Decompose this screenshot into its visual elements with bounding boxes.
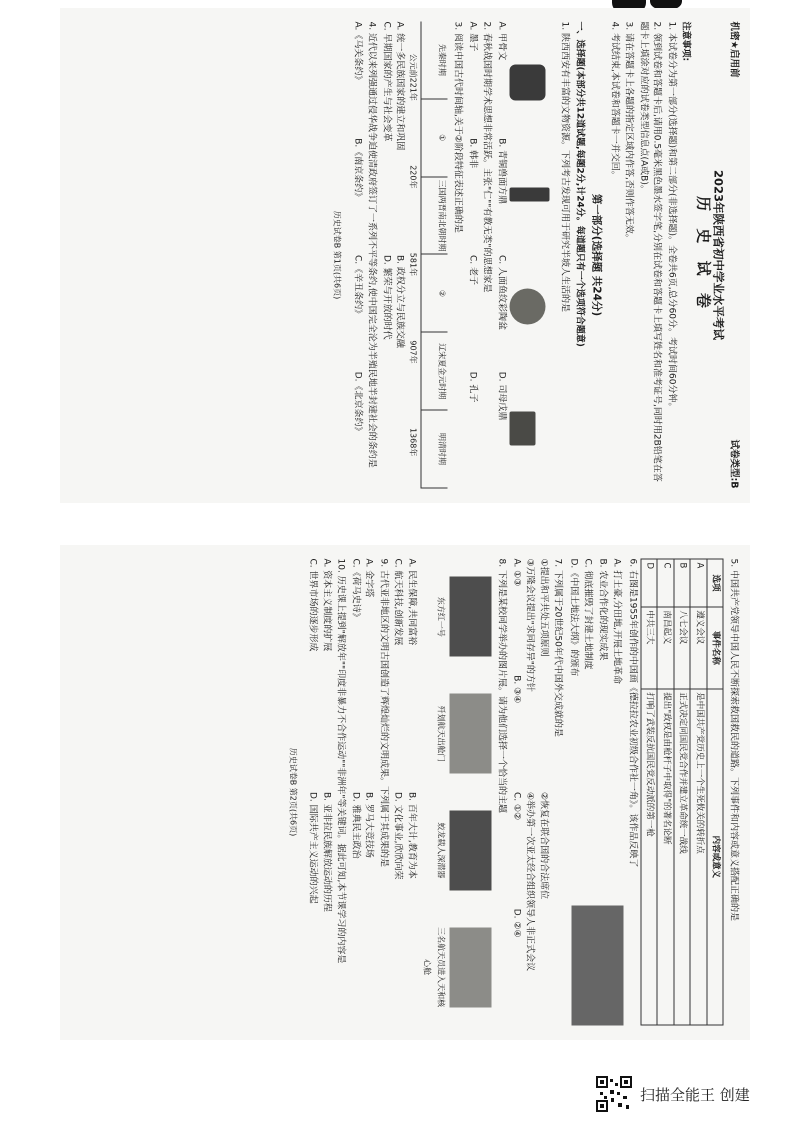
option[interactable]: A. 金字塔 xyxy=(364,558,374,598)
period-cell: 辽宋夏金元时期 xyxy=(422,333,448,411)
option[interactable]: C. ①② xyxy=(511,792,522,821)
table-row xyxy=(641,559,658,1025)
year-label: 907年 xyxy=(408,340,418,364)
photo-card xyxy=(421,810,492,890)
photo-card xyxy=(421,694,492,774)
note-item: 3. 请在答题卡上各题的指定区域内作答,否则作答无效。 xyxy=(624,21,634,243)
option[interactable]: C.《辛丑条约》 xyxy=(352,255,363,319)
table-cell: 提出"政权是由枪杆子中取得"的著名论断 xyxy=(658,689,675,1025)
table-row xyxy=(674,559,691,1025)
option[interactable]: A. 墨子 xyxy=(467,21,478,52)
table-cell: 是中国共产党历史上一个生死攸关的转折点 xyxy=(691,689,708,1025)
question-7-items xyxy=(523,559,550,1026)
submersible-photo xyxy=(450,810,492,890)
question-3-stem: 3. 阅读中国古代时间轴,关于②阶段特征表述正确的是 xyxy=(453,21,463,233)
option[interactable]: D.《中国土地法大纲》的颁布 xyxy=(568,558,579,677)
photo-caption: 蛟龙载人深潜器 xyxy=(436,822,446,879)
timeline-years xyxy=(406,22,420,489)
option[interactable]: B. 青铜兽面方鼎 xyxy=(496,138,507,205)
option[interactable]: C.《荷马史诗》 xyxy=(350,558,361,622)
period-cell: 明清时期 xyxy=(422,411,448,489)
option[interactable]: A. 统一多民族国家的建立和巩固 xyxy=(395,21,405,151)
option[interactable]: C. 彻底摧毁了封建土地制度 xyxy=(583,558,593,670)
year-label: 1368年 xyxy=(408,427,418,457)
option[interactable]: B. 农业合作化的现实成果 xyxy=(597,558,608,661)
history-timeline xyxy=(421,22,448,489)
simuwu-ding-image xyxy=(510,411,536,445)
period-cell: 三国两晋南北朝时期 xyxy=(422,177,448,255)
space-station-photo xyxy=(450,927,492,1007)
year-label: 公元前221年 xyxy=(408,53,418,101)
option[interactable]: B. 百年大计,教育为本 xyxy=(406,792,417,879)
question-3-options xyxy=(379,22,406,489)
option[interactable]: C. 早期国家的产生与社会变革 xyxy=(381,21,392,142)
table-cell: 正式决定同国民党合作并建立革命统一战线 xyxy=(674,689,691,1025)
exam-subject: 历 史 试 卷 xyxy=(694,196,713,314)
note-item: 4. 考试结束,本试卷和答题卡一并交回。 xyxy=(609,21,620,180)
photo-card xyxy=(421,927,492,1007)
question-5-stem: 5. 中国共产党领导中国人民不断探索救国救民的道路。下列事件和内容或意义搭配正确的是 xyxy=(728,558,739,921)
table-cell: A xyxy=(691,559,708,607)
option[interactable]: B. 政权分立与民族交融 xyxy=(395,255,405,348)
note-item: 2. 领到试卷和答题卡后,请用0.5毫米黑色墨水签字笔,分别在试卷和答题卡上填写姓名和准考证号,同时用2B铅笔在答题卡上填涂对应的试卷类型信息点(A或B)。 xyxy=(638,21,662,482)
question-2-stem: 2. 春秋战国时期学术思想非常活跃。主张"仁""有教无类"的思想家是 xyxy=(482,21,492,293)
table-cell: 八七会议 xyxy=(674,607,691,689)
photo-caption: 三名航天员进入天和核心舱 xyxy=(423,927,446,1008)
statement-item: ③万隆会议提出"求同存异"的方针 xyxy=(525,558,535,692)
page-footer: 历史试卷B 第2页(共6页) xyxy=(288,747,298,837)
table-cell: 中共三大 xyxy=(641,607,658,689)
option[interactable]: D. 司母戊鼎 xyxy=(496,371,507,421)
table-header: 内容或意义 xyxy=(707,689,724,1025)
question-2-options xyxy=(465,22,479,489)
exam-page-2 xyxy=(60,545,750,1040)
photo-exhibit xyxy=(421,559,492,1026)
question-6-stem: 6. 右图是1955年创作的中国画《德拉拉农业初级合作社一角》。该作品反映了 xyxy=(627,558,638,868)
option[interactable]: B. 亚非拉民族解放运动的历程 xyxy=(321,792,332,912)
table-cell: 打响了武装反抗国民党反动派的第一枪 xyxy=(641,689,658,1025)
option[interactable]: D. 繁荣与开放的时代 xyxy=(381,255,392,340)
period-cell: ① xyxy=(422,99,448,177)
option[interactable]: A. 打土豪,分田地,开展土地革命 xyxy=(612,558,622,684)
option[interactable]: A. 民生保障,共同富裕 xyxy=(406,558,417,646)
scanner-watermark: 扫描全能王 创建 xyxy=(640,1086,750,1104)
option[interactable]: C. 世界市场的逐步形成 xyxy=(308,558,318,652)
table-cell: D xyxy=(641,559,658,607)
option[interactable]: C. 人面鱼纹彩陶盆 xyxy=(496,255,507,331)
page-footer: 历史试卷B 第1页(共6页) xyxy=(333,210,342,300)
year-label: 220年 xyxy=(408,165,418,189)
notes-heading: 注意事项: xyxy=(681,21,691,62)
part-one-title: 第一部分(选择题 共24分) xyxy=(591,193,603,317)
photo-card xyxy=(421,577,492,657)
question-4-options xyxy=(350,22,364,489)
statement-item: ②恢复在联合国的合法席位 xyxy=(538,792,549,900)
question-8-options xyxy=(391,559,418,1026)
statement-item: ④举办第一次亚太经合组织领导人非正式会议 xyxy=(525,792,535,972)
photo-caption: 歼划航天出舱门 xyxy=(436,705,446,762)
option[interactable]: A. 资本主义制度的扩展 xyxy=(321,558,332,652)
question-9-options xyxy=(348,559,375,1026)
oracle-bone-image xyxy=(510,65,546,101)
year-label: 581年 xyxy=(408,252,418,277)
table-cell: C xyxy=(658,559,675,607)
question-8-stem: 8. 下列是某校同学举办的图片展。请为他们选择一个恰当的主题 xyxy=(497,558,507,813)
question-7-stem: 7. 下列属于20世纪50年代中国外交成就的是 xyxy=(553,558,563,737)
table-cell: B xyxy=(674,559,691,607)
question-10-stem: 10. 历史课上提到"解放年""印度非暴力不合作运动""非洲年"等关键词。据此可知,本节课学习的内容是 xyxy=(336,558,346,964)
option[interactable]: A. 甲骨文 xyxy=(496,21,507,61)
exam-page-1 xyxy=(60,8,750,503)
painting-image xyxy=(572,906,624,1026)
question-9-stem: 9. 古代亚非地区的文明古国创造了辉煌灿烂的文明成果。下列属于其成果的是 xyxy=(378,558,389,867)
option[interactable]: C. 航天科技,创新发展 xyxy=(393,558,403,646)
exam-header xyxy=(727,22,741,489)
option[interactable]: A.《马关条约》 xyxy=(352,21,363,85)
question-5-table xyxy=(641,559,725,1026)
bronze-ding-image xyxy=(510,188,550,202)
option[interactable]: D. 雅典民主政治 xyxy=(350,792,361,859)
table-row xyxy=(658,559,675,1025)
question-10-options xyxy=(306,559,333,1026)
confidential-label: 机密★启用前 xyxy=(728,21,740,78)
option[interactable]: A. ①③ xyxy=(511,558,522,587)
painted-pottery-basin-image xyxy=(510,288,546,324)
exam-title: 2023年陕西省初中学业水平考试 xyxy=(712,169,726,340)
option[interactable]: B. ③④ xyxy=(511,675,522,704)
option[interactable]: B.《南京条约》 xyxy=(352,138,363,202)
qr-code-icon xyxy=(596,1076,632,1112)
spacewalk-photo xyxy=(450,694,492,774)
table-header: 选项 xyxy=(707,559,724,607)
question-1-options xyxy=(494,22,508,489)
option[interactable]: D. 孔子 xyxy=(467,371,478,403)
question-7-options xyxy=(509,559,523,1026)
option[interactable]: D.《北京条约》 xyxy=(352,371,363,436)
period-cell: 先秦时期 xyxy=(422,22,448,100)
option[interactable]: C. 老子 xyxy=(467,255,478,286)
artifact-images xyxy=(510,22,556,489)
option[interactable]: B. 韩非 xyxy=(467,138,478,169)
note-item: 1. 本试卷分为第一部分(选择题)和第二部分(非选择题)。全卷共6页,总分60分。考试时间60分钟。 xyxy=(666,21,677,412)
table-cell: 遵义会议 xyxy=(691,607,708,689)
option[interactable]: D. 文化事业,欣欣向荣 xyxy=(393,792,403,880)
satellite-photo xyxy=(450,577,492,657)
photo-caption: 东方红一号 xyxy=(436,596,446,637)
table-cell: 南昌起义 xyxy=(658,607,675,689)
option[interactable]: D. ②④ xyxy=(511,908,522,938)
option[interactable]: D. 国际共产主义运动的兴起 xyxy=(308,792,318,904)
period-cell: ② xyxy=(422,255,448,333)
table-header: 事件名称 xyxy=(707,607,724,689)
question-1-stem: 1. 陕西西安有丰富的文物资源。下列考古发现可用于研究半坡人生活的是 xyxy=(560,21,570,312)
section-instructions: 一、选择题(本部分共12道试题,每题2分,计24分。每道题只有一个选项符合题意) xyxy=(574,21,585,347)
question-4-stem: 4. 近代以来列强通过侵华战争迫使清政府签订了一系列不平等条约,使中国完全沦为半殖民地半封建社会的条约是 xyxy=(367,21,377,468)
statement-item: ①提出和平共处五项原则 xyxy=(538,558,549,657)
exam-type-label: 试卷类型:B xyxy=(728,439,740,489)
table-row xyxy=(691,559,708,1025)
option[interactable]: B. 罗马大竞技场 xyxy=(364,792,374,858)
